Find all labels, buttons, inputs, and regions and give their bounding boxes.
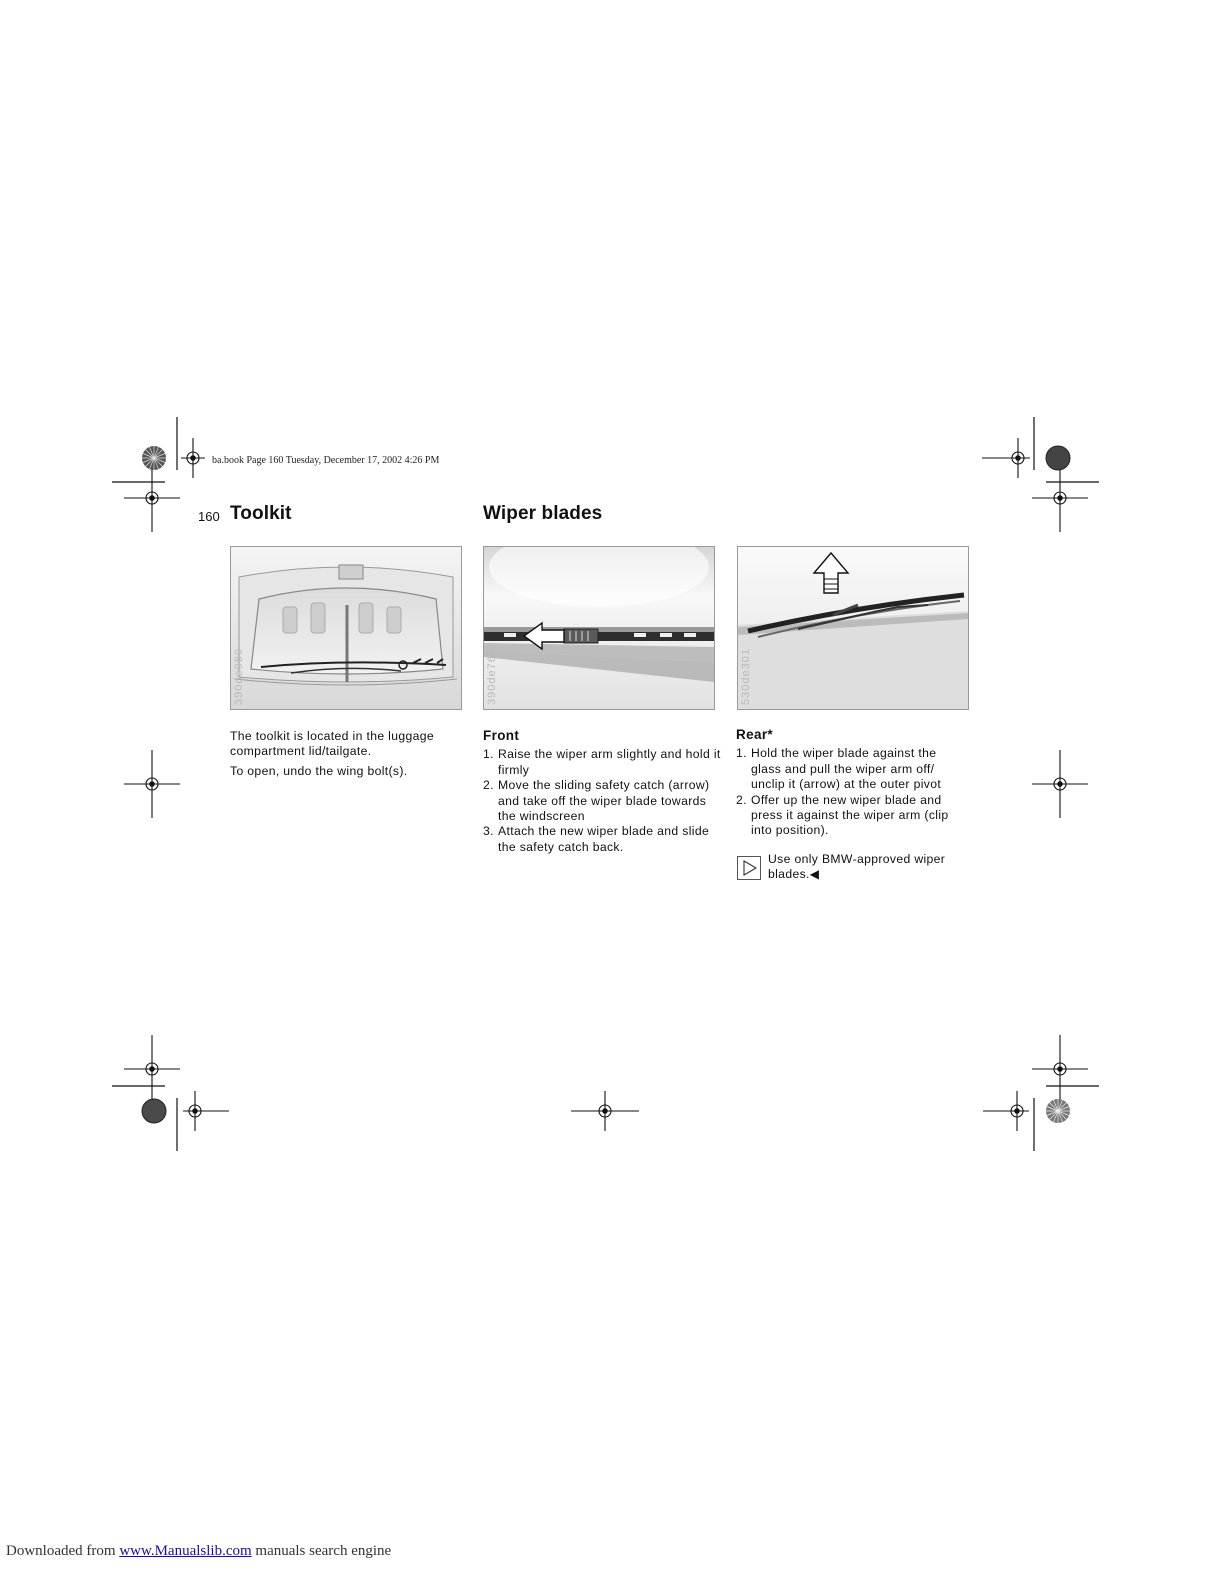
step-text: Move the sliding safety catch (arrow) and take off the wiper blade towards the windscreen [498, 778, 710, 824]
rear-section [736, 727, 968, 839]
step-number: 2. [736, 792, 747, 807]
front-section [483, 728, 725, 855]
step-number: 3. [483, 824, 494, 839]
toolkit-figure-code: 390de080 [233, 648, 245, 705]
note-triangle-icon [737, 856, 761, 880]
front-step [483, 747, 725, 778]
toolkit-title: Toolkit [230, 503, 292, 524]
rear-step [736, 746, 968, 792]
front-wiper-figure-code: 390de766 [486, 648, 498, 705]
step-number: 1. [736, 746, 747, 761]
front-step [483, 778, 725, 824]
front-heading: Front [483, 728, 520, 743]
front-steps [483, 747, 725, 855]
step-text: Offer up the new wiper blade and press it against the wiper arm (clip into position). [751, 792, 949, 838]
front-step [483, 824, 725, 855]
footer-prefix: Downloaded from [6, 1543, 120, 1559]
toolkit-paragraph: The toolkit is located in the luggage compartment lid/tailgate. [230, 729, 435, 759]
rear-wiper-figure-code: 530de301 [740, 648, 752, 705]
toolkit-text [230, 729, 458, 783]
download-footer [6, 1543, 391, 1560]
footer-suffix: manuals search engine [251, 1543, 392, 1559]
step-number: 1. [483, 747, 494, 762]
step-text: Raise the wiper arm slightly and hold it firmly [498, 747, 721, 777]
front-wiper-figure [483, 546, 715, 710]
manualslib-link[interactable]: www.Manualslib.com [119, 1543, 252, 1559]
rear-steps [736, 746, 968, 838]
print-info: ba.book Page 160 Tuesday, December 17, 2002 4:26 PM [212, 455, 440, 466]
toolkit-paragraph: To open, undo the wing bolt(s). [230, 763, 408, 778]
page-number: 160 [198, 509, 220, 524]
note-text: Use only BMW-approved wiper blades.◀ [768, 852, 946, 882]
step-text: Hold the wiper blade against the glass and pull the wiper arm off/ unclip it (arrow) at the outer pivot [751, 746, 942, 792]
toolkit-figure [230, 546, 462, 710]
step-number: 2. [483, 778, 494, 793]
rear-wiper-figure [737, 546, 969, 710]
rear-step [736, 793, 968, 839]
wiper-blades-title: Wiper blades [483, 503, 603, 524]
step-text: Attach the new wiper blade and slide the safety catch back. [498, 824, 710, 854]
rear-heading: Rear* [736, 727, 774, 742]
